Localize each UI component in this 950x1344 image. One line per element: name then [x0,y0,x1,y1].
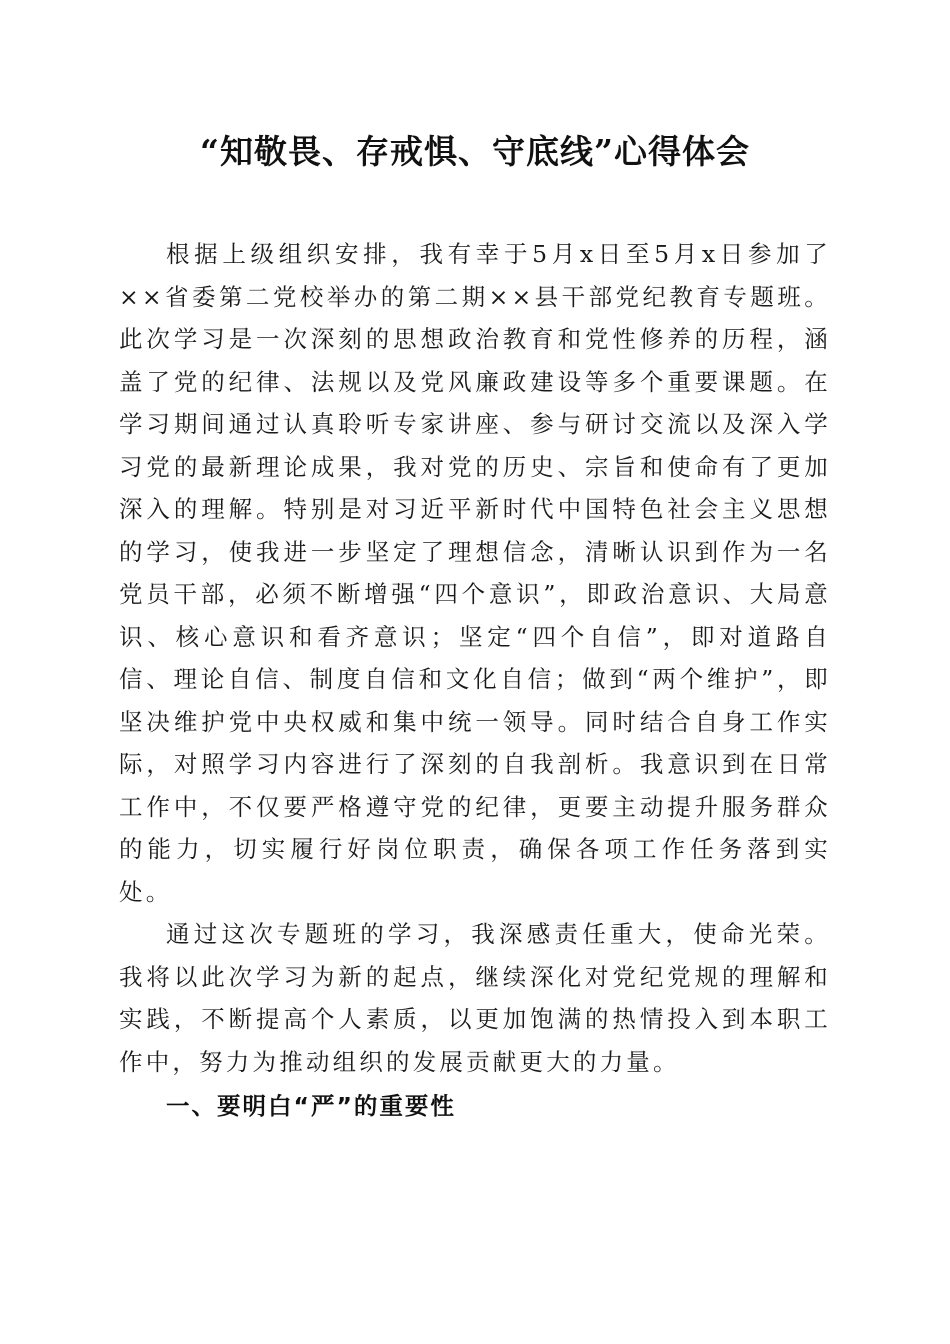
document-body [119,233,831,1128]
paragraph-2: 通过这次专题班的学习，我深感责任重大，使命光荣。我将以此次学习为新的起点，继续深化对党纪党规的理解和实践，不断提高个人素质，以更加饱满的热情投入到本职工作中，努力为推动组织的发展贡献更大的力量。 [119,920,831,1076]
section-heading: 一、要明白“严”的重要性 [166,1092,456,1120]
paragraph-1: 根据上级组织安排，我有幸于5月x日至5月x日参加了××省委第二党校举办的第二期××县干部党纪教育专题班。此次学习是一次深刻的思想政治教育和党性修养的历程，涵盖了党的纪律、法规以及党风廉政建设等多个重要课题。在学习期间通过认真聆听专家讲座、参与研讨交流以及深入学习党的最新理论成果，我对党的历史、宗旨和使命有了更加深入的理解。特别是对习近平新时代中国特色社会主义思想的学习，使我进一步坚定了理想信念，清晰认识到作为一名党员干部，必须不断增强“四个意识”，即政治意识、大局意识、核心意识和看齐意识；坚定“四个自信”，即对道路自信、理论自信、制度自信和文化自信；做到“两个维护”，即坚决维护党中央权威和集中统一领导。同时结合自身工作实际，对照学习内容进行了深刻的自我剖析。我意识到在日常工作中，不仅要严格遵守党的纪律，更要主动提升服务群众的能力，切实履行好岗位职责，确保各项工作任务落到实处。 [119,240,831,906]
document-title: “知敬畏、存戒惧、守底线”心得体会 [200,132,750,171]
